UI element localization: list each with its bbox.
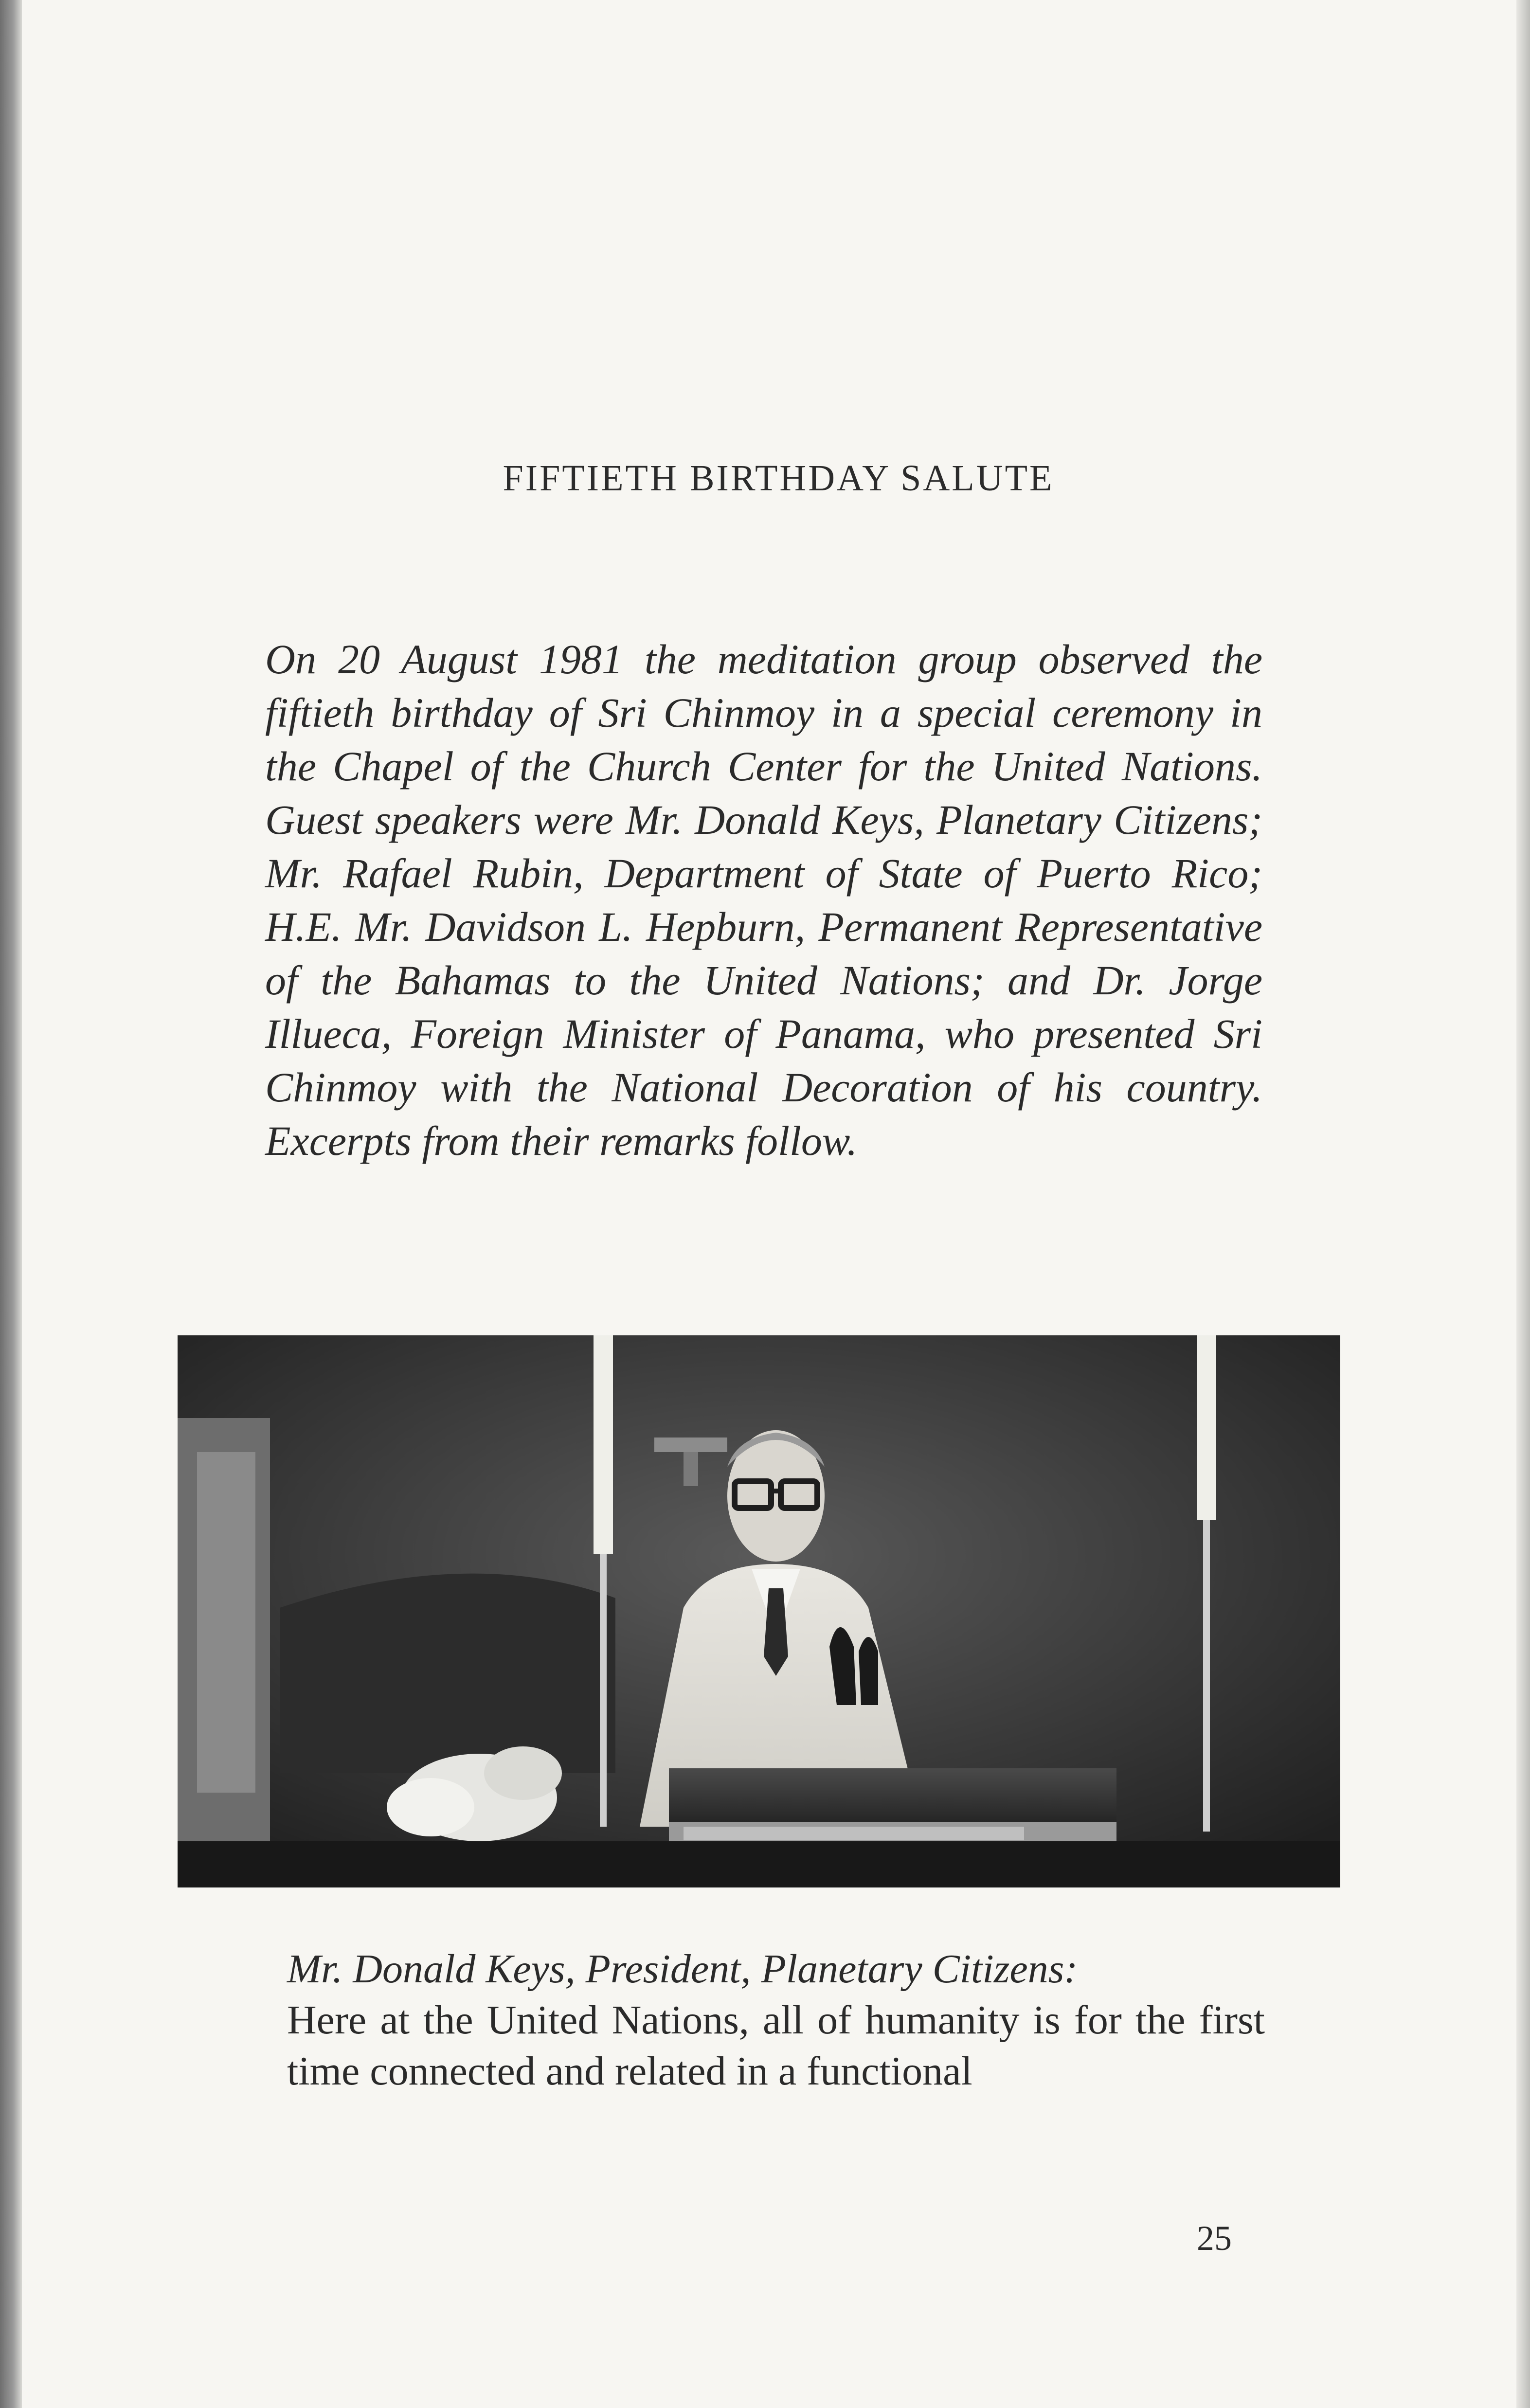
page-title: FIFTIETH BIRTHDAY SALUTE (503, 458, 1054, 499)
candle-left (594, 1335, 613, 1554)
intro-paragraph: On 20 August 1981 the meditation group observed the fiftieth birthday of Sri Chinmoy in a special ceremony in the Chapel of the Church Center for the United Nations. Guest speakers were Mr. Donald Keys, Planetary Citizens; Mr. Rafael Rubin, Department of State of Puerto Rico; H.E. Mr. Davidson L. Hepburn, Permanent Representative of the Bahamas to the United Nations; and Dr. Jorge Illueca, Foreign Minister of Panama, who presented Sri Chinmoy with the National Decoration of his country. Excerpts from their remarks follow. (265, 636, 1262, 1164)
wall-plaque (654, 1438, 727, 1452)
page-number: 25 (1197, 2219, 1232, 2258)
page-edge (1516, 0, 1530, 2408)
candle-right (1197, 1335, 1216, 1520)
speaker-photo (178, 1335, 1340, 1887)
candle-stand-right (1203, 1520, 1210, 1832)
altar (178, 1841, 1340, 1887)
speaker-name: Mr. Donald Keys, President, Planetary Citizens: (287, 1946, 1078, 1992)
photo-illustration (178, 1335, 1340, 1887)
binding-edge (0, 0, 22, 2408)
wall-panel-inset (197, 1452, 255, 1793)
speech-excerpt: Here at the United Nations, all of humanity is for the first time connected and related in a functional (287, 1997, 1265, 2094)
speaker-attribution (287, 1943, 1265, 1995)
candle-stand-left (600, 1554, 607, 1827)
chair-back (280, 1574, 615, 1773)
